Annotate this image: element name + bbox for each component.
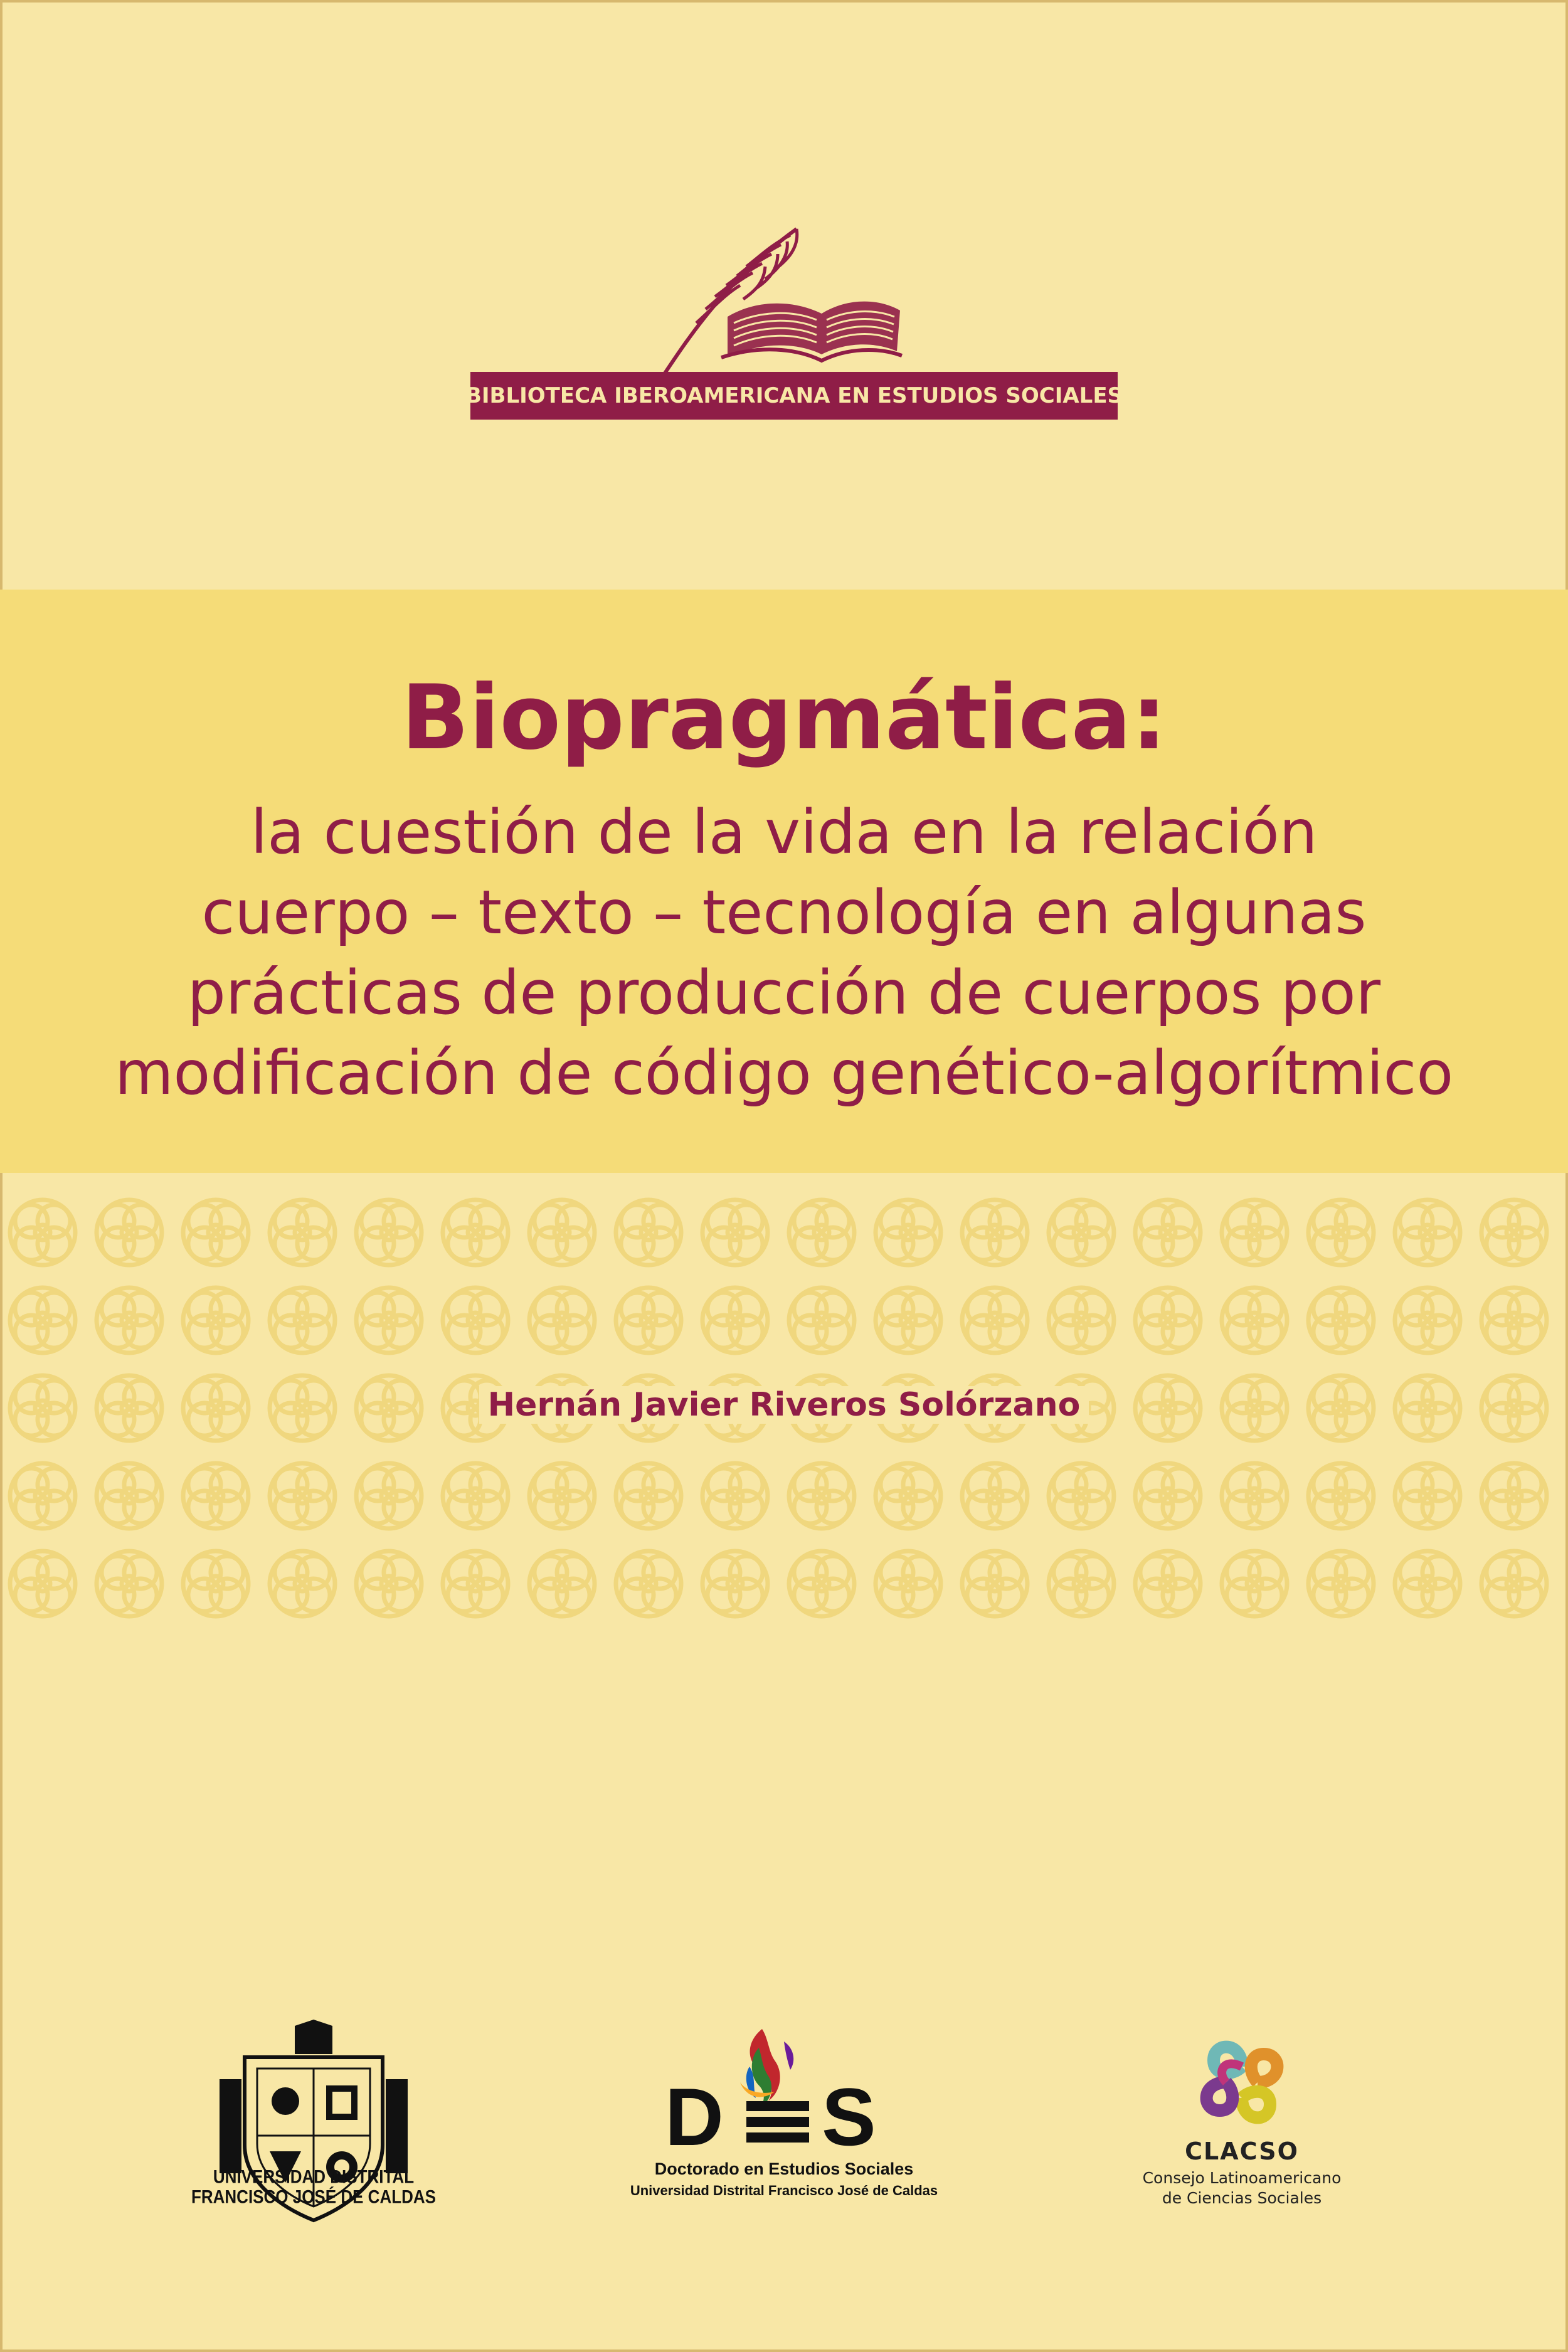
knot-ornament (97, 1463, 162, 1528)
knot-ornament (1395, 1551, 1460, 1616)
knot-ornament (183, 1200, 248, 1265)
knot-ornament (529, 1200, 595, 1265)
knot-ornament (10, 1463, 75, 1528)
knot-ornament (1395, 1463, 1460, 1528)
ud-line-2: FRANCISCO JOSÉ DE CALDAS (191, 2185, 437, 2208)
knot-ornament (876, 1463, 941, 1528)
knot-ornament (1222, 1288, 1287, 1353)
knot-ornament (183, 1288, 248, 1353)
book-title: Biopragmática: (401, 666, 1167, 770)
knot-ornament (1222, 1200, 1287, 1265)
knot-ornament (270, 1463, 335, 1528)
des-logo-icon (652, 2023, 916, 2154)
knot-ornament (616, 1463, 681, 1528)
knot-ornament (702, 1551, 768, 1616)
knot-ornament (529, 1551, 595, 1616)
knot-ornament (1481, 1551, 1547, 1616)
knot-ornament (789, 1288, 854, 1353)
knot-ornament (1308, 1288, 1374, 1353)
knot-ornament (702, 1463, 768, 1528)
clacso-logo-icon (1189, 2029, 1295, 2136)
knot-ornament (183, 1551, 248, 1616)
knot-ornament (443, 1288, 508, 1353)
knot-ornament (1308, 1200, 1374, 1265)
des-line-2: Universidad Distrital Francisco José de Caldas (630, 2183, 938, 2198)
ud-line-1: UNIVERSIDAD DISTRITAL (213, 2165, 415, 2188)
knot-ornament (876, 1288, 941, 1353)
knot-ornament (1308, 1551, 1374, 1616)
knot-ornament (789, 1551, 854, 1616)
clacso-name: CLACSO (1185, 2137, 1299, 2165)
knot-ornament (1395, 1288, 1460, 1353)
knot-ornament (1135, 1200, 1200, 1265)
subtitle-line-3: prácticas de producción de cuerpos por (187, 958, 1381, 1028)
knot-ornament (10, 1288, 75, 1353)
knot-ornament (702, 1288, 768, 1353)
subtitle-line-2: cuerpo – texto – tecnología en algunas (201, 877, 1367, 948)
knot-ornament (1049, 1551, 1114, 1616)
knot-ornament (1481, 1463, 1547, 1528)
knot-ornament (443, 1200, 508, 1265)
knot-ornament (270, 1288, 335, 1353)
knot-ornament (1135, 1463, 1200, 1528)
knot-ornament (962, 1200, 1027, 1265)
knot-ornament (529, 1288, 595, 1353)
knot-ornament (1395, 1200, 1460, 1265)
knot-ornament (1049, 1288, 1114, 1353)
knot-ornament (1308, 1463, 1374, 1528)
knot-ornament (876, 1551, 941, 1616)
knot-ornament (270, 1551, 335, 1616)
knot-ornament (789, 1200, 854, 1265)
knot-ornament (876, 1200, 941, 1265)
knot-ornament (183, 1463, 248, 1528)
des-line-1: Doctorado en Estudios Sociales (654, 2159, 914, 2178)
knot-ornament (443, 1551, 508, 1616)
author-name (0, 1383, 1568, 1427)
knot-ornament (1049, 1200, 1114, 1265)
knot-ornament (356, 1463, 421, 1528)
knot-ornament (1481, 1288, 1547, 1353)
knot-ornament (962, 1463, 1027, 1528)
knot-ornament (1049, 1463, 1114, 1528)
subtitle-line-4: modificación de código genético-algorítmico (114, 1038, 1454, 1108)
author-text: Hernán Javier Riveros Solórzano (479, 1386, 1089, 1424)
knot-ornament (10, 1551, 75, 1616)
knot-ornament (529, 1463, 595, 1528)
knot-ornament (356, 1551, 421, 1616)
knot-ornament (270, 1200, 335, 1265)
knot-ornament (1222, 1463, 1287, 1528)
svg-text:S: S (822, 2071, 876, 2154)
knot-ornament (616, 1288, 681, 1353)
knot-ornament (1135, 1288, 1200, 1353)
series-band (465, 372, 1123, 420)
quill-book-icon (652, 223, 903, 379)
knot-ornament (97, 1288, 162, 1353)
subtitle-line-1: la cuestión de la vida en la relación (250, 797, 1318, 867)
knot-ornament (10, 1200, 75, 1265)
knot-ornament (443, 1463, 508, 1528)
knot-ornament (616, 1200, 681, 1265)
knot-ornament (616, 1551, 681, 1616)
svg-text:D: D (665, 2071, 724, 2154)
knot-ornament (962, 1288, 1027, 1353)
knot-ornament (97, 1551, 162, 1616)
knot-ornament (356, 1200, 421, 1265)
series-label: BIBLIOTECA IBEROAMERICANA EN ESTUDIOS SOCIALES (465, 383, 1123, 408)
knot-ornament (1222, 1551, 1287, 1616)
knot-ornament (97, 1200, 162, 1265)
knot-ornament (702, 1200, 768, 1265)
knot-ornament (1135, 1551, 1200, 1616)
knot-ornament (789, 1463, 854, 1528)
knot-ornament (356, 1288, 421, 1353)
clacso-line-1: Consejo Latinoamericano (1142, 2169, 1342, 2187)
clacso-line-2: de Ciencias Sociales (1162, 2189, 1322, 2207)
knot-ornament (962, 1551, 1027, 1616)
knot-ornament (1481, 1200, 1547, 1265)
